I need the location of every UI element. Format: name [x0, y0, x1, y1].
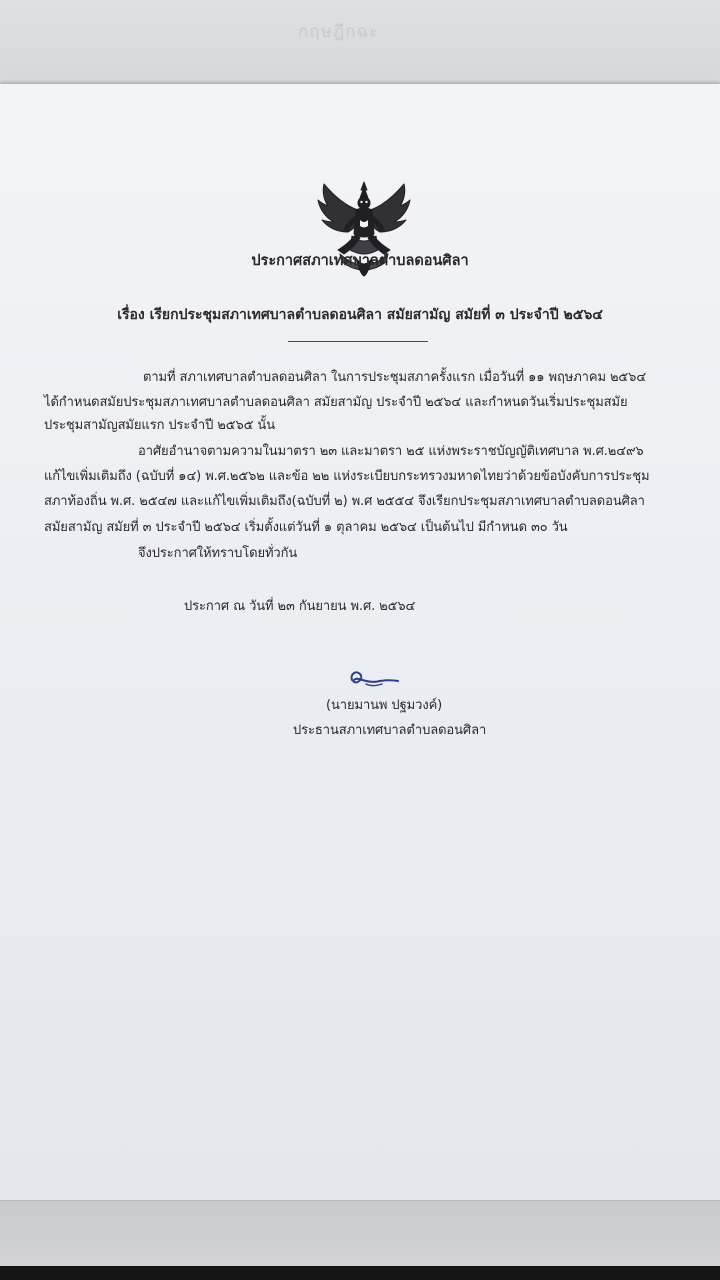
- body-line-2: ได้กำหนดสมัยประชุมสภาเทศบาลตำบลดอนศิลา สมัยสามัญ ประจำปี ๒๕๖๔ และกำหนดวันเริ่มประชุมสมัย: [44, 395, 628, 410]
- title-underline: [288, 341, 428, 342]
- body-line-7: สมัยสามัญ สมัยที่ ๓ ประจำปี ๒๕๖๔ เริ่มตั้งแต่วันที่ ๑ ตุลาคม ๒๕๖๔ เป็นต้นไป มีกำหนด ๓๐ วัน: [44, 520, 568, 535]
- bottom-paper-sheet: [0, 1200, 720, 1267]
- body-line-3: ประชุมสามัญสมัยแรก ประจำปี ๒๕๖๕ นั้น: [44, 418, 275, 433]
- handwritten-signature: [346, 668, 402, 692]
- announcement-subject: เรื่อง เรียกประชุมสภาเทศบาลตำบลดอนศิลา สมัยสามัญ สมัยที่ ๓ ประจำปี ๒๕๖๔: [117, 307, 603, 323]
- closing-line: จึงประกาศให้ทราบโดยทั่วกัน: [138, 546, 298, 561]
- bleed-through-text: กฤษฎีกฉะ: [298, 22, 380, 42]
- body-line-1: ตามที่ สภาเทศบาลตำบลดอนศิลา ในการประชุมสภาครั้งแรก เมื่อวันที่ ๑๑ พฤษภาคม ๒๕๖๔: [143, 370, 647, 385]
- top-paper-sheet: [0, 0, 720, 88]
- dark-background-edge: [0, 1266, 720, 1280]
- body-line-4: อาศัยอำนาจตามความในมาตรา ๒๓ และมาตรา ๒๕ แห่งพระราชบัญญัติเทศบาล พ.ศ.๒๔๙๖: [138, 444, 644, 459]
- body-line-5: แก้ไขเพิ่มเติมถึง (ฉบับที่ ๑๔) พ.ศ.๒๕๖๒ และข้อ ๒๒ แห่งระเบียบกระทรวงมหาดไทยว่าด้วยข้อบังคับการประชุม: [44, 469, 650, 484]
- signatory-name: (นายมานพ ปฐมวงค์): [326, 698, 443, 713]
- date-line: ประกาศ ณ วันที่ ๒๓ กันยายน พ.ศ. ๒๕๖๔: [184, 599, 416, 614]
- body-line-6: สภาท้องถิ่น พ.ศ. ๒๕๔๗ และแก้ไขเพิ่มเติมถึง(ฉบับที่ ๒) พ.ศ ๒๕๕๔ จึงเรียกประชุมสภาเทศบาลตำบลดอนศิลา: [44, 494, 645, 509]
- signatory-position: ประธานสภาเทศบาลตำบลดอนศิลา: [293, 723, 487, 738]
- announcement-title: ประกาศสภาเทศบาลตำบลดอนศิลา: [251, 253, 469, 269]
